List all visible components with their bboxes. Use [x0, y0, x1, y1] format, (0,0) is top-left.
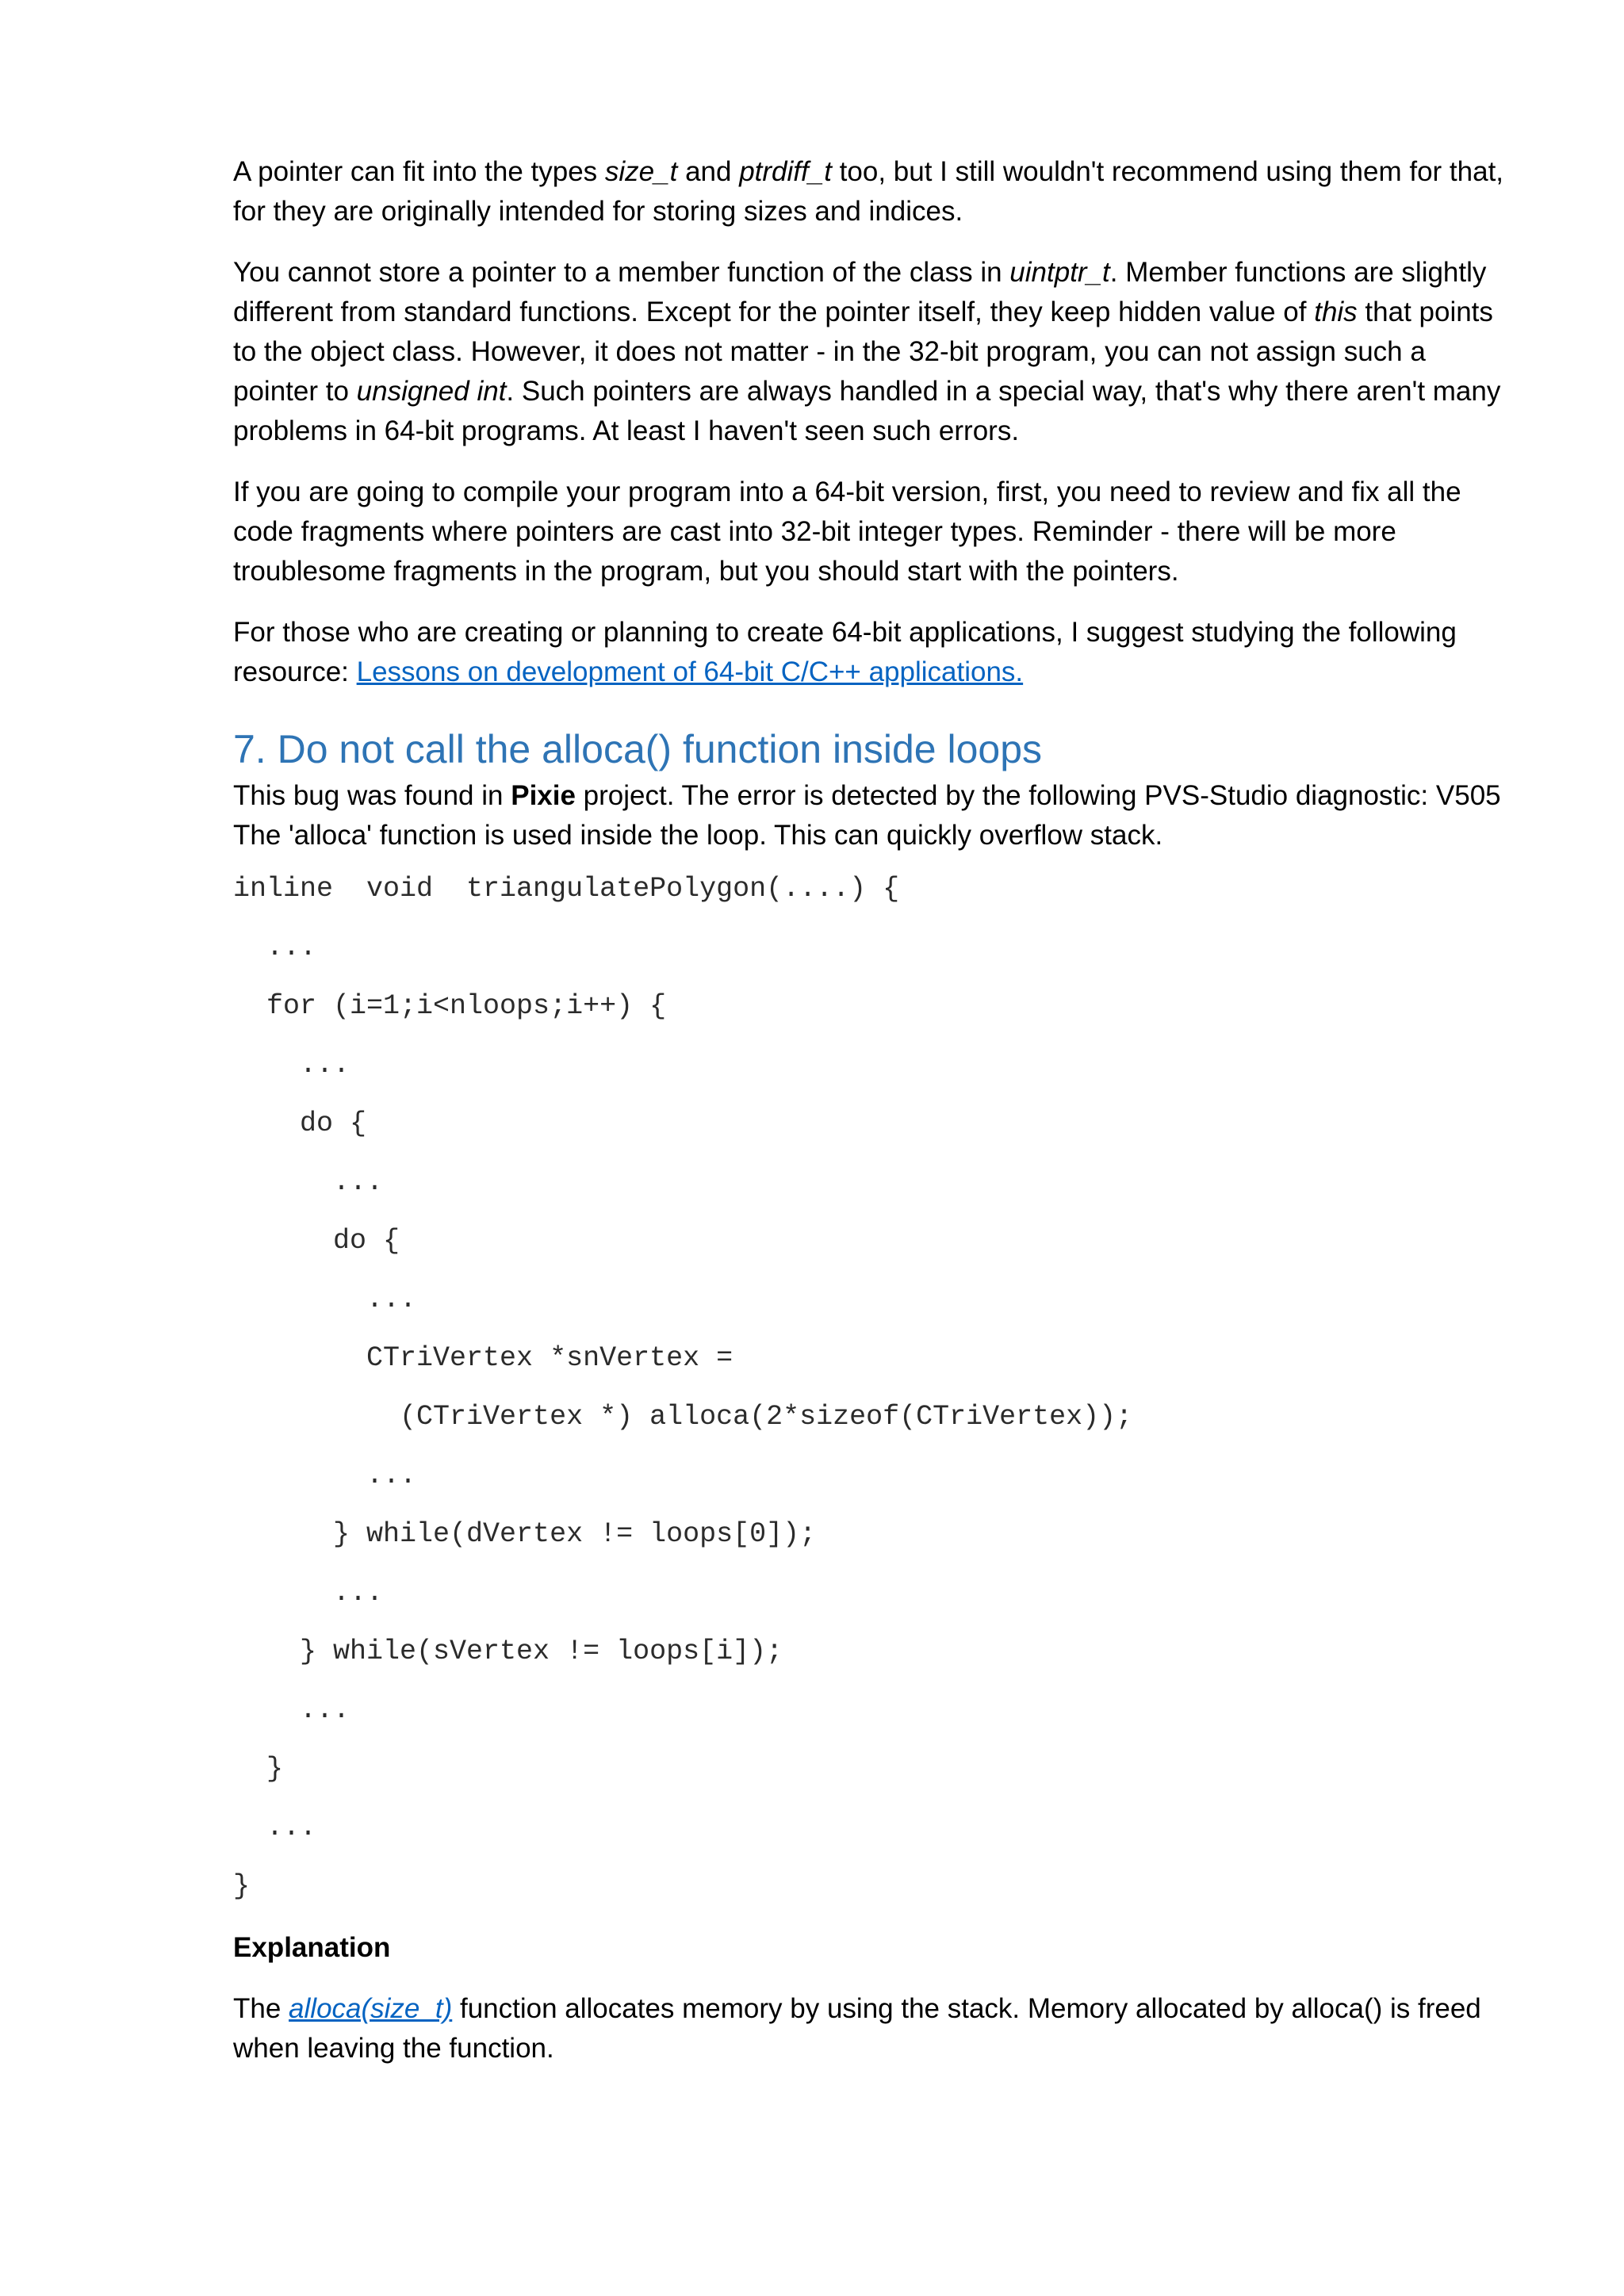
code-block	[233, 873, 1497, 1914]
text-run: A pointer can fit into the types	[233, 156, 605, 187]
text-run: . Member functions are slightly different from standard functions. Except for the pointer itself, they keep hidden value of	[233, 257, 1487, 327]
text-run: function allocates memory by using the stack. Memory allocated by alloca() is freed when leaving the function.	[233, 1993, 1481, 2064]
italic-term-this: this	[1314, 297, 1358, 327]
paragraph-resource	[233, 613, 1510, 692]
code-line: ...	[233, 1284, 417, 1315]
text-run: project. The error is detected by the following PVS-Studio diagnostic: V505 The 'alloca' function is used inside the loop. This can quickly overflow stack.	[233, 780, 1501, 851]
text-run: too, but I still wouldn't recommend using them for that, for they are originally intended for storing sizes and indices.	[233, 156, 1504, 227]
text-run: that points to the object class. However, it does not matter - in the 32-bit program, you can not assign such a pointer to	[233, 297, 1493, 407]
text-run: The	[233, 1993, 289, 2024]
code-line: ...	[233, 1166, 384, 1198]
code-line: } while(sVertex != loops[i]);	[233, 1636, 783, 1667]
project-name: Pixie	[511, 780, 576, 811]
code-line: inline void triangulatePolygon(....) {	[233, 873, 900, 905]
code-line: ...	[233, 1694, 350, 1726]
italic-term-uintptr-t: uintptr_t	[1009, 257, 1110, 288]
paragraph-review-pointers: If you are going to compile your program into a 64-bit version, first, you need to review and fix all the code fragments where pointers are cast into 32-bit integer types. Reminder - there will be more troublesome fragments in the program, but you should start with the pointers.	[233, 476, 1461, 587]
paragraph-member-function	[233, 253, 1510, 451]
code-line: } while(dVertex != loops[0]);	[233, 1518, 817, 1550]
code-line: do {	[233, 1108, 367, 1139]
lessons-link[interactable]: Lessons on development of 64-bit C/C++ applications.	[356, 656, 1024, 687]
text-run: . Such pointers are always handled in a special way, that's why there aren't many problems in 64-bit programs. At least I haven't seen such errors.	[233, 376, 1501, 446]
code-line: ...	[233, 1577, 384, 1609]
italic-term-ptrdiff-t: ptrdiff_t	[739, 156, 832, 187]
italic-term-unsigned-int: unsigned int	[356, 376, 507, 407]
italic-term-size-t: size_t	[604, 156, 678, 187]
paragraph-explanation	[233, 1989, 1510, 2068]
explanation-heading: Explanation	[233, 1932, 391, 1963]
section-heading: 7. Do not call the alloca() function inside loops	[233, 727, 1043, 771]
alloca-link[interactable]: alloca(size_t)	[289, 1993, 453, 2024]
text-run: This bug was found in	[233, 780, 511, 811]
paragraph-pointer-types	[233, 152, 1510, 232]
code-line: }	[233, 1870, 251, 1902]
code-line: (CTriVertex *) alloca(2*sizeof(CTriVertex));	[233, 1401, 1133, 1433]
code-line: ...	[233, 932, 317, 963]
text-run: You cannot store a pointer to a member function of the class in	[233, 257, 1010, 288]
code-line: do {	[233, 1225, 400, 1257]
code-line: ...	[233, 1460, 417, 1491]
code-line: CTriVertex *snVertex =	[233, 1342, 733, 1374]
code-line: ...	[233, 1812, 317, 1843]
code-line: ...	[233, 1049, 350, 1081]
text-run: For those who are creating or planning to create 64-bit applications, I suggest studying the following resource:	[233, 617, 1457, 687]
code-line: }	[233, 1753, 284, 1785]
paragraph-bug-intro	[233, 776, 1510, 855]
text-run: and	[677, 156, 740, 187]
code-line: for (i=1;i<nloops;i++) {	[233, 990, 667, 1022]
